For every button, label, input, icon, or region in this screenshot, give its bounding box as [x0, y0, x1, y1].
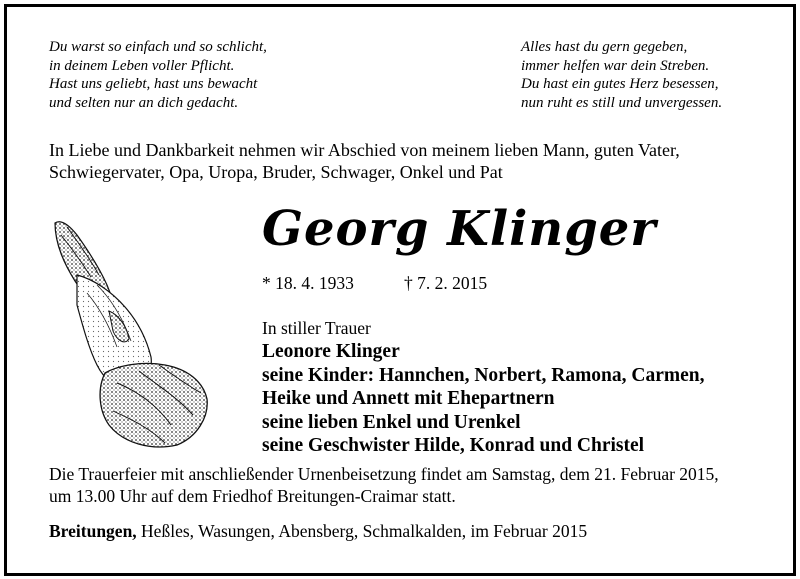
- deceased-name: Georg Klinger: [262, 201, 657, 257]
- family-line: Heike und Annett mit Ehepartnern: [262, 388, 555, 409]
- family-line: seine lieben Enkel und Urenkel: [262, 411, 521, 433]
- family-list: [262, 340, 705, 458]
- poem-right: [521, 38, 722, 112]
- obituary-frame: [4, 4, 796, 576]
- poem-line: nun ruht es still und unvergessen.: [521, 94, 723, 111]
- place-bold: Breitungen,: [49, 521, 137, 541]
- poem-line: Hast uns geliebt, hast uns bewacht: [49, 76, 258, 92]
- poem-line: Du hast ein gutes Herz besessen,: [521, 76, 719, 92]
- poem-left: [49, 38, 267, 112]
- intro-line: In Liebe und Dankbarkeit nehmen wir Abschied von meinem lieben Mann, guten Vater,: [49, 140, 680, 160]
- place-rest: Heßles, Wasungen, Abensberg, Schmalkalden, im Februar 2015: [136, 521, 588, 541]
- poem-line: und selten nur an dich gedacht.: [49, 94, 239, 111]
- service-line: um 13.00 Uhr auf dem Friedhof Breitungen-Craimar statt.: [49, 486, 456, 506]
- poem-line: Alles hast du gern gegeben,: [521, 39, 688, 55]
- birth-date: * 18. 4. 1933: [262, 273, 354, 293]
- family-line: seine Geschwister Hilde, Konrad und Christel: [262, 435, 645, 456]
- poem-line: in deinem Leben voller Pflicht.: [49, 57, 235, 74]
- mourning-label: In stiller Trauer: [262, 318, 371, 338]
- praying-hands-icon: [47, 215, 212, 450]
- intro-line: Schwiegervater, Opa, Uropa, Bruder, Schwager, Onkel und Pat: [49, 162, 503, 182]
- death-date: † 7. 2. 2015: [404, 273, 488, 293]
- poem-line: immer helfen war dein Streben.: [521, 57, 710, 74]
- intro-text: [49, 139, 769, 183]
- service-info: [49, 463, 719, 507]
- family-line: Leonore Klinger: [262, 341, 400, 362]
- family-line: seine Kinder: Hannchen, Norbert, Ramona, Carmen,: [262, 364, 705, 386]
- poem-line: Du warst so einfach und so schlicht,: [49, 39, 267, 55]
- place-date-line: [49, 520, 587, 542]
- service-line: Die Trauerfeier mit anschließender Urnenbeisetzung findet am Samstag, dem 21. Februar 2015,: [49, 464, 719, 484]
